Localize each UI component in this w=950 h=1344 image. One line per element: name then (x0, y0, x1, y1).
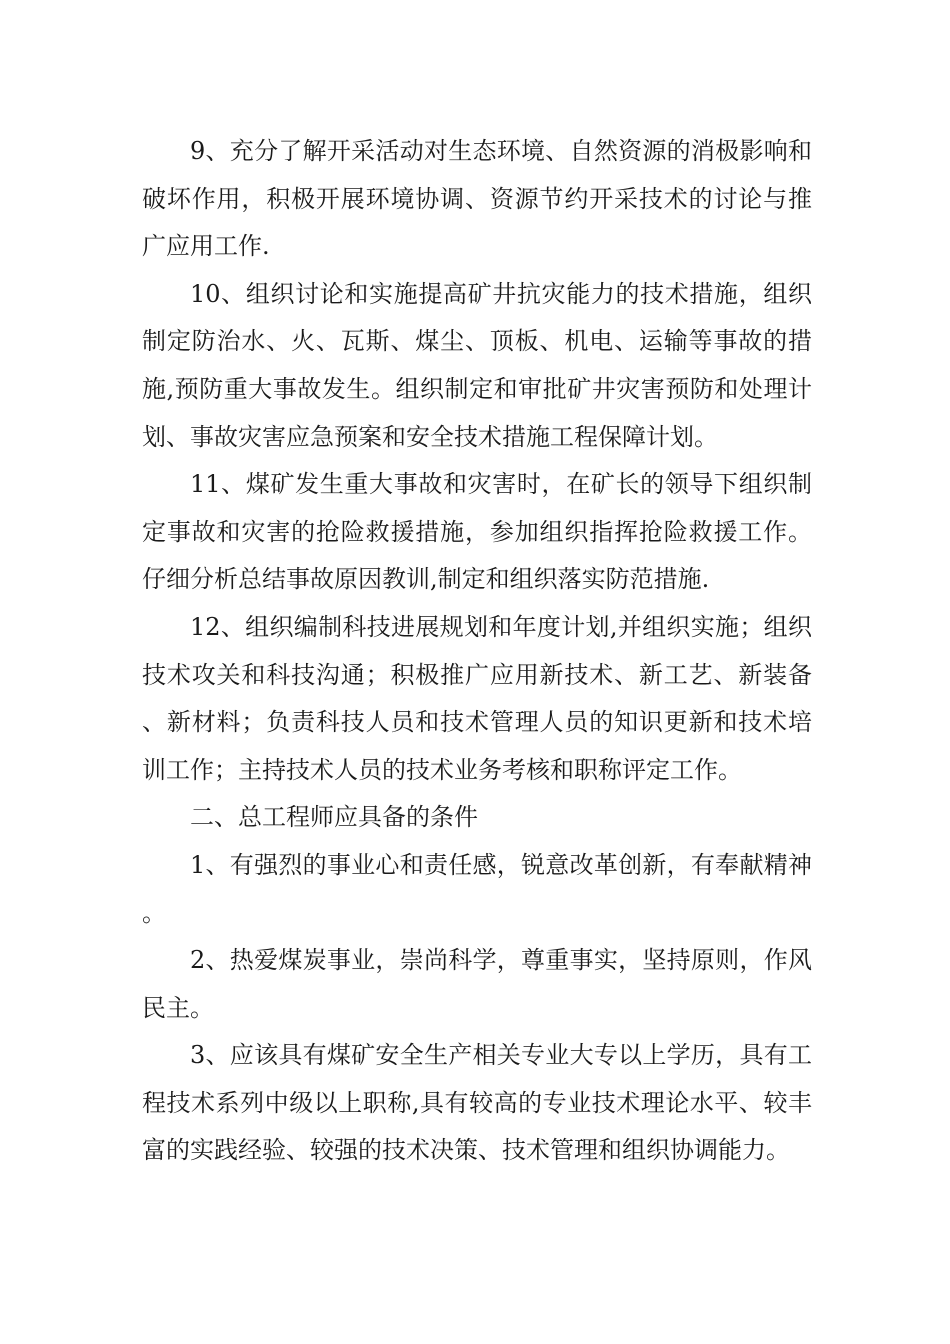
condition-item-3: 3、应该具有煤矿安全生产相关专业大专以上学历，具有工程技术系列中级以上职称,具有较高的专业技术理论水平、较丰富的实践经验、较强的技术决策、技术管理和组织协调能力。 (142, 1041, 812, 1165)
section-heading: 二、总工程师应具备的条件 (190, 803, 478, 832)
document-body (142, 128, 812, 1175)
paragraph-item-12: 12、组织编制科技进展规划和年度计划,并组织实施；组织技术攻关和科技沟通；积极推广应用新技术、新工艺、新装备、新材料；负责科技人员和技术管理人员的知识更新和技术培训工作；主持技术人员的技术业务考核和职称评定工作。 (142, 612, 812, 784)
paragraph-item-10: 10、组织讨论和实施提高矿井抗灾能力的技术措施，组织制定防治水、火、瓦斯、煤尘、顶板、机电、运输等事故的措施,预防重大事故发生。组织制定和审批矿井灾害预防和处理计划、事故灾害应急预案和安全技术措施工程保障计划。 (142, 279, 812, 451)
condition-item-1: 1、有强烈的事业心和责任感，锐意改革创新，有奉献精神。 (142, 850, 812, 927)
condition-item-2: 2、热爱煤炭事业，崇尚科学，尊重事实，坚持原则，作风民主。 (142, 946, 812, 1022)
paragraph-item-9: 9、充分了解开采活动对生态环境、自然资源的消极影响和破坏作用，积极开展环境协调、资源节约开采技术的讨论与推广应用工作. (142, 137, 812, 261)
paragraph-item-11: 11、煤矿发生重大事故和灾害时，在矿长的领导下组织制定事故和灾害的抢险救援措施，参加组织指挥抢险救援工作。仔细分析总结事故原因教训,制定和组织落实防范措施. (142, 470, 812, 594)
